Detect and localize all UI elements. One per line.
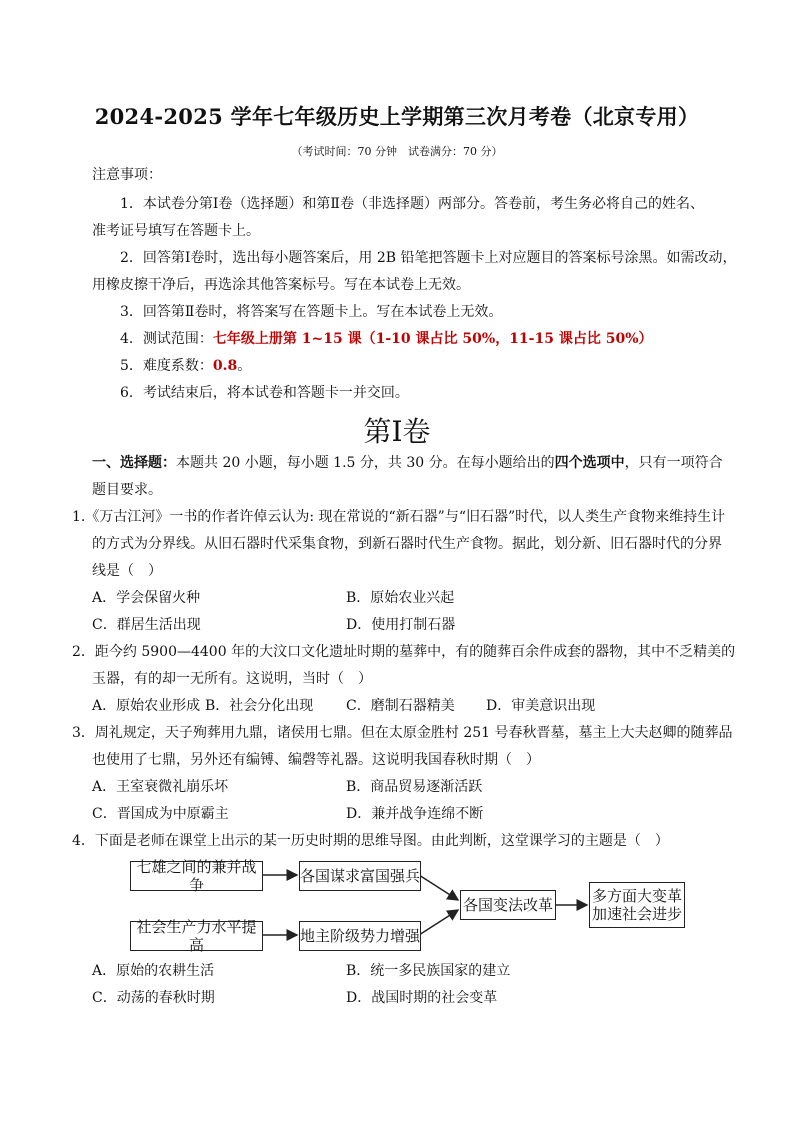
q2-stem-line-2: 玉器，有的却一无所有。这说明，当时（ ） [92,671,372,687]
instructions-tail: ，只有一项符合 [624,455,723,471]
instructions-line-2: 题目要求。 [92,482,162,498]
note-5-prefix: 5．难度系数： [120,358,213,374]
node-productivity-rise: 社会生产力水平提高 [130,921,263,951]
note-5-suffix: 。 [237,358,252,374]
node-enrich-strengthen: 各国谋求富国强兵 [299,861,421,891]
q4-option-a: A．原始的农耕生活 [92,963,215,979]
note-4 [120,329,653,349]
q2-option-c: C．磨制石器精美 [346,698,455,714]
q3-stem-line-2: 也使用了七鼎，另外还有编镈、编磬等礼器。这说明我国春秋时期（ ） [92,752,540,768]
node-warring-states-annexation: 七雄之间的兼并战争 [130,861,263,891]
q2-option-b: B．社会分化出现 [205,698,314,714]
q1-option-c: C．群居生活出现 [92,617,201,633]
q3-option-a: A．王室衰微礼崩乐坏 [92,779,229,795]
q3-stem-line-1: 3．周礼规定，天子殉葬用九鼎，诸侯用七鼎。但在太原金胜村 251 号春秋晋墓，墓主上大夫赵卿的随葬品 [72,725,733,741]
node-social-change [589,882,685,928]
arrow-2-to-5 [419,875,458,900]
note-5 [120,356,251,376]
q2-option-a: A．原始农业形成 [92,698,201,714]
mind-map-diagram [127,855,687,955]
node-landlord-class-rise: 地主阶级势力增强 [299,921,421,951]
note-1-line-1: 1．本试卷分第Ⅰ卷（选择题）和第Ⅱ卷（非选择题）两部分。答卷前，考生务必将自己的姓名、 [120,196,704,212]
instructions-text: 本题共 20 小题，每小题 1.5 分，共 30 分。在每小题给出的 [176,455,555,471]
q1-option-a: A．学会保留火种 [92,590,201,606]
note-6: 6．考试结束后，将本试卷和答题卡一并交回。 [120,385,409,401]
q1-stem-line-1: 1.《万古江河》一书的作者许倬云认为: 现在常说的“新石器”与“旧石器”时代，以人类生产食物来维持生计 [72,509,726,525]
q1-option-b: B．原始农业兴起 [346,590,455,606]
note-2-line-1: 2．回答第Ⅰ卷时，选出每小题答案后，用 2B 铅笔把答题卡上对应题目的答案标号涂黑。如需改动， [120,250,737,266]
q1-stem-line-2: 的方式为分界线。从旧石器时代采集食物，到新石器时代生产食物。据此，划分新、旧石器时代的分界 [92,536,722,552]
notes-heading: 注意事项： [92,167,162,183]
difficulty-value: 0.8 [212,358,238,374]
note-2-line-2: 用橡皮擦干净后，再选涂其他答案标号。写在本试卷上无效。 [92,277,470,293]
arrow-4-to-5 [419,910,458,935]
q4-stem-line-1: 4．下面是老师在课堂上出示的某一历史时期的思维导图。由此判断，这堂课学习的主题是（ ） [72,833,669,849]
exam-subtitle: （考试时间：70 分钟 试卷满分：70 分） [291,145,503,158]
q1-stem-line-3: 线是（ ） [92,563,162,579]
note-3: 3．回答第Ⅱ卷时，将答案写在答题卡上。写在本试卷上无效。 [120,304,503,320]
note-1-line-2: 准考证号填写在答题卡上。 [92,223,260,239]
exam-title: 2024-2025 学年七年级历史上学期第三次月考卷（北京专用） [94,104,700,129]
node-social-change-line-2: 加速社会进步 [591,905,682,923]
instructions-emphasis: 四个选项中 [554,455,625,471]
q4-option-b: B．统一多民族国家的建立 [346,963,511,979]
section-label: 一、选择题： [92,455,176,471]
test-scope: 七年级上册第 1~15 课（1-10 课占比 50%，11-15 课占比 50%） [212,331,653,347]
q3-option-d: D．兼并战争连绵不断 [346,806,484,822]
q2-option-d: D．审美意识出现 [486,698,596,714]
q4-option-d: D．战国时期的社会变革 [346,990,498,1006]
instructions-line-1 [92,453,723,473]
node-social-change-line-1: 多方面大变革 [591,887,682,905]
q2-stem-line-1: 2．距今约 5900—4400 年的大汶口文化遗址时期的墓葬中，有的随葬百余件成套的器物，其中不乏精美的 [72,644,736,660]
q4-option-c: C．动荡的春秋时期 [92,990,215,1006]
note-4-prefix: 4．测试范围： [120,331,213,347]
node-reforms: 各国变法改革 [460,890,556,920]
section-title: 第Ⅰ卷 [363,415,431,448]
q3-option-b: B．商品贸易逐渐活跃 [346,779,483,795]
q1-option-d: D．使用打制石器 [346,617,456,633]
q3-option-c: C．晋国成为中原霸主 [92,806,229,822]
